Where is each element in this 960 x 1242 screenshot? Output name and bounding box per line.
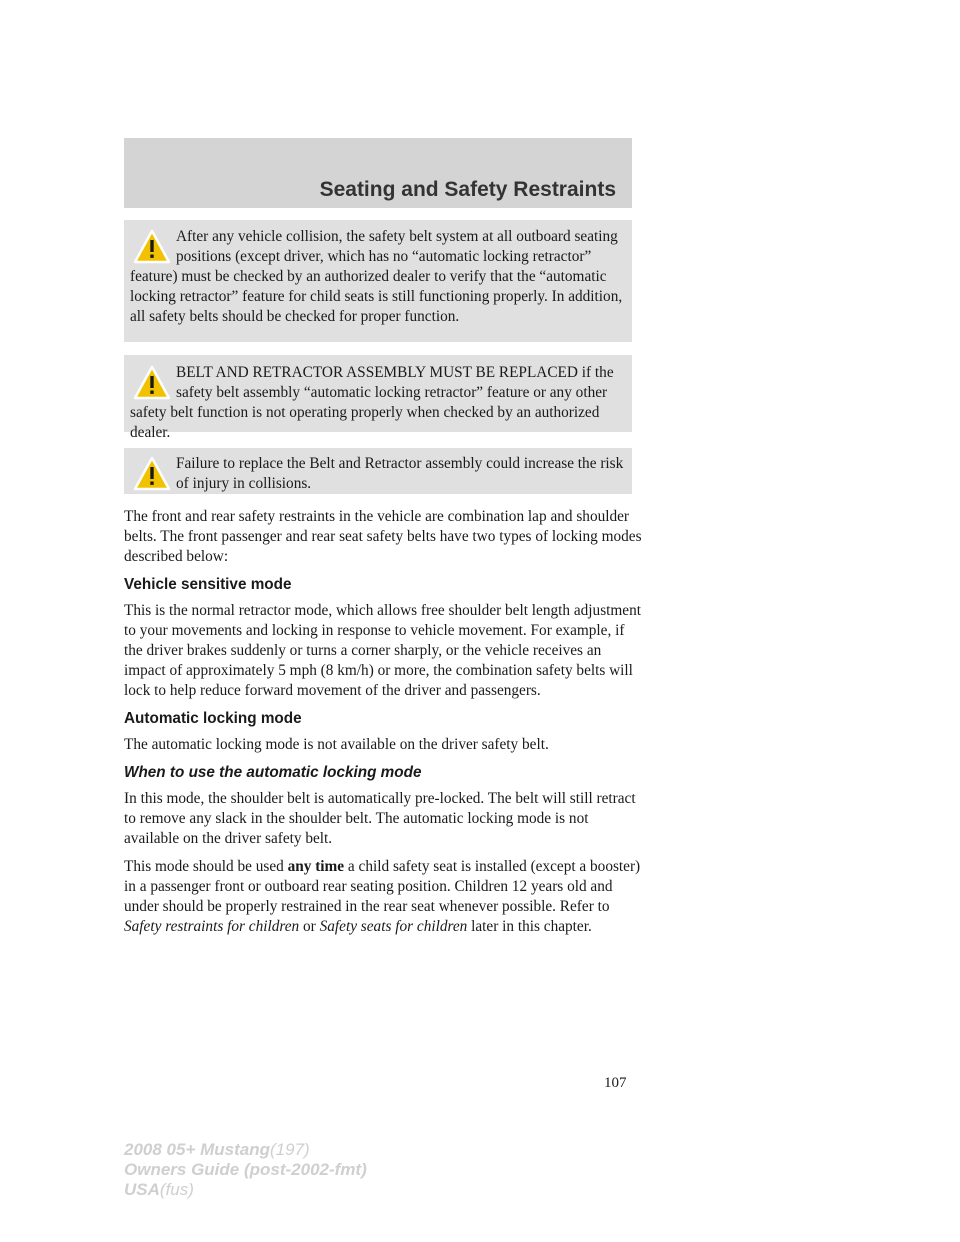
- page-number: 107: [604, 1075, 627, 1091]
- warning-triangle-icon: [132, 454, 172, 494]
- reference-safety-restraints: Safety restraints for children: [124, 918, 300, 935]
- automatic-locking-heading: Automatic locking mode: [124, 710, 302, 727]
- warning-triangle-icon: [132, 227, 172, 267]
- vehicle-sensitive-paragraph: This is the normal retractor mode, which allows free shoulder belt length adjustment to your movements and locking in response to vehicle movement. For example, if the driver brakes suddenly or turns a corner sharply, or the vehicle receives an impact of approximately 5 mph (8 km/h) or more, the combination safety belts will lock to help reduce forward movement of the driver and passengers.: [124, 602, 641, 699]
- footer-line: 2008 05+ Mustang(197): [124, 1140, 310, 1159]
- warning-box: [124, 448, 632, 494]
- main-content: [124, 507, 644, 945]
- emphasis-any-time: any time: [287, 858, 345, 875]
- warning-text: Failure to replace the Belt and Retractor assembly could increase the risk of injury in collisions.: [176, 455, 624, 492]
- warning-text: After any vehicle collision, the safety belt system at all outboard seating positions (except driver, which has no “automatic locking retractor” feature) must be checked by an authorized dealer to verify that the “automatic locking retractor” feature for child seats is still functioning properly. In addition, all safety belts should be checked for proper function.: [130, 228, 623, 325]
- footer-line: USA(fus): [124, 1180, 194, 1199]
- document-footer: [124, 1140, 367, 1200]
- warning-triangle-icon: [132, 363, 172, 403]
- warning-box: [124, 220, 632, 342]
- usage-paragraph: This mode should be used any time a child safety seat is installed (except a booster) in a passenger front or outboard rear seating position. Children 12 years old and under should be properly restrained in the rear seat whenever possible. Refer to Safety restraints for children or Safety seats for children later in this chapter.: [124, 858, 641, 935]
- vehicle-sensitive-heading: Vehicle sensitive mode: [124, 576, 292, 593]
- when-to-use-heading: When to use the automatic locking mode: [124, 764, 422, 781]
- reference-safety-seats: Safety seats for children: [319, 918, 468, 935]
- when-to-use-paragraph: In this mode, the shoulder belt is automatically pre-locked. The belt will still retract to remove any slack in the shoulder belt. The automatic locking mode is not available on the driver safety belt.: [124, 790, 636, 847]
- footer-line: Owners Guide (post-2002-fmt): [124, 1160, 367, 1179]
- section-title: Seating and Safety Restraints: [319, 178, 616, 201]
- intro-paragraph: The front and rear safety restraints in the vehicle are combination lap and shoulder belts. The front passenger and rear seat safety belts have two types of locking modes described below:: [124, 508, 642, 565]
- section-header: [124, 138, 632, 208]
- automatic-locking-paragraph: The automatic locking mode is not available on the driver safety belt.: [124, 736, 549, 753]
- warning-box: [124, 355, 632, 441]
- warning-text: BELT AND RETRACTOR ASSEMBLY MUST BE REPLACED if the safety belt assembly “automatic locking retractor” feature or any other safety belt function is not operating properly when checked by an authorized dealer.: [130, 364, 614, 441]
